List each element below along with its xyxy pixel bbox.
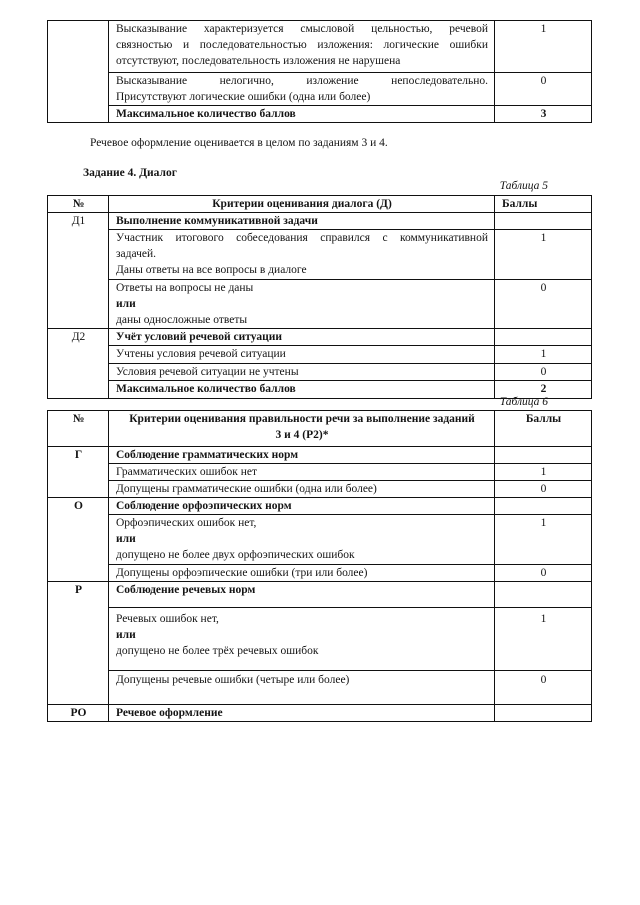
header-criteria: Критерии оценивания диалога (Д) [109, 196, 495, 213]
criterion-title: Выполнение коммуникативной задачи [109, 213, 495, 230]
criterion-line: Участник итогового собеседования справился с коммуникативной [116, 232, 488, 244]
criterion-section-row [48, 447, 592, 464]
criterion-option-row [48, 515, 592, 565]
score-cell: 0 [495, 364, 592, 381]
max-score-value: 3 [495, 106, 592, 123]
header-criteria [109, 411, 495, 447]
table-6-caption: Таблица 6 [499, 396, 548, 408]
criterion-section-row [48, 213, 592, 230]
criterion-code: Д2 [48, 329, 109, 399]
speech-design-note: Речевое оформление оценивается в целом по заданиям 3 и 4. [90, 137, 388, 149]
criterion-line: Высказывание характеризуется смысловой цельностью, речевой [116, 23, 488, 35]
score-cell: 0 [495, 481, 592, 498]
criterion-text [109, 230, 495, 280]
dialogue-criteria-table [47, 195, 592, 399]
criterion-text: Допущены грамматические ошибки (одна или более) [109, 481, 495, 498]
criterion-section-row [48, 582, 592, 608]
criterion-option-row [48, 280, 592, 329]
criterion-section-row [48, 705, 592, 722]
criterion-title: Соблюдение речевых норм [109, 582, 495, 608]
max-score-row [48, 106, 592, 123]
criterion-text: Учтены условия речевой ситуации [109, 346, 495, 364]
criterion-option-row [48, 464, 592, 481]
header-score: Баллы [495, 196, 592, 213]
header-number: № [48, 411, 109, 447]
criterion-title: Соблюдение грамматических норм [109, 447, 495, 464]
criterion-text [109, 73, 495, 106]
criterion-title: Соблюдение орфоэпических норм [109, 498, 495, 515]
criterion-section-row [48, 329, 592, 346]
max-score-label: Максимальное количество баллов [109, 381, 495, 399]
criterion-option-row [48, 230, 592, 280]
criterion-line: или [116, 298, 136, 310]
criterion-line: отсутствуют, последовательность изложения не нарушена [116, 55, 401, 67]
criteria-table-continued [47, 20, 592, 123]
criterion-code: Р [48, 582, 109, 705]
criterion-section-row [48, 498, 592, 515]
score-cell [495, 498, 592, 515]
score-cell: 1 [495, 515, 592, 565]
criterion-line: связностью и последовательностью изложения: логические ошибки [116, 39, 488, 51]
criterion-code: Д1 [48, 213, 109, 329]
criterion-line: даны односложные ответы [116, 314, 248, 326]
max-score-label: Максимальное количество баллов [109, 106, 495, 123]
criterion-code: РО [48, 705, 109, 722]
criterion-text: Допущены орфоэпические ошибки (три или более) [109, 565, 495, 582]
criterion-text [109, 21, 495, 73]
criterion-text [109, 608, 495, 671]
score-cell [495, 329, 592, 346]
criterion-title: Речевое оформление [109, 705, 495, 722]
criteria-row [48, 21, 592, 73]
header-criteria-line: 3 и 4 (Р2)* [275, 429, 329, 441]
header-score: Баллы [495, 411, 592, 447]
score-cell: 1 [495, 608, 592, 671]
score-cell: 1 [495, 21, 592, 73]
criterion-line: допущено не более двух орфоэпических ошибок [116, 549, 355, 561]
score-cell: 0 [495, 671, 592, 705]
header-number: № [48, 196, 109, 213]
criterion-line: задачей. [116, 248, 157, 260]
score-cell [495, 213, 592, 230]
score-cell: 0 [495, 280, 592, 329]
speech-correctness-table [47, 410, 592, 722]
criterion-line: допущено не более трёх речевых ошибок [116, 645, 319, 657]
criterion-text [109, 515, 495, 565]
criterion-code: О [48, 498, 109, 582]
score-cell: 0 [495, 565, 592, 582]
criterion-option-row [48, 671, 592, 705]
criterion-text: Грамматических ошибок нет [109, 464, 495, 481]
criterion-line: или [116, 629, 136, 641]
criterion-option-row [48, 481, 592, 498]
criterion-text: Допущены речевые ошибки (четыре или более) [109, 671, 495, 705]
score-cell [495, 582, 592, 608]
criterion-line: Ответы на вопросы не даны [116, 282, 254, 294]
criterion-code: Г [48, 447, 109, 498]
criterion-line: или [116, 533, 136, 545]
criterion-title: Учёт условий речевой ситуации [109, 329, 495, 346]
table-header-row [48, 196, 592, 213]
criterion-line: Речевых ошибок нет, [116, 613, 219, 625]
criterion-text: Условия речевой ситуации не учтены [109, 364, 495, 381]
table-header-row [48, 411, 592, 447]
header-criteria-line: Критерии оценивания правильности речи за выполнение заданий [129, 413, 475, 425]
criterion-option-row [48, 565, 592, 582]
criterion-line: Присутствуют логические ошибки (одна или более) [116, 91, 371, 103]
criterion-option-row [48, 608, 592, 671]
criterion-line: Орфоэпических ошибок нет, [116, 517, 257, 529]
score-cell: 0 [495, 73, 592, 106]
criteria-row [48, 73, 592, 106]
criterion-text [109, 280, 495, 329]
score-cell [495, 705, 592, 722]
score-cell: 1 [495, 346, 592, 364]
criterion-line: Высказывание нелогично, изложение непоследовательно. [116, 75, 488, 87]
criterion-option-row [48, 364, 592, 381]
max-score-value: 2 [495, 381, 592, 399]
row-number-cell [48, 21, 109, 123]
task-4-heading: Задание 4. Диалог [83, 167, 177, 179]
score-cell [495, 447, 592, 464]
table-5-caption: Таблица 5 [499, 180, 548, 192]
score-cell: 1 [495, 230, 592, 280]
score-cell: 1 [495, 464, 592, 481]
criterion-line: Даны ответы на все вопросы в диалоге [116, 264, 307, 276]
criterion-option-row [48, 346, 592, 364]
